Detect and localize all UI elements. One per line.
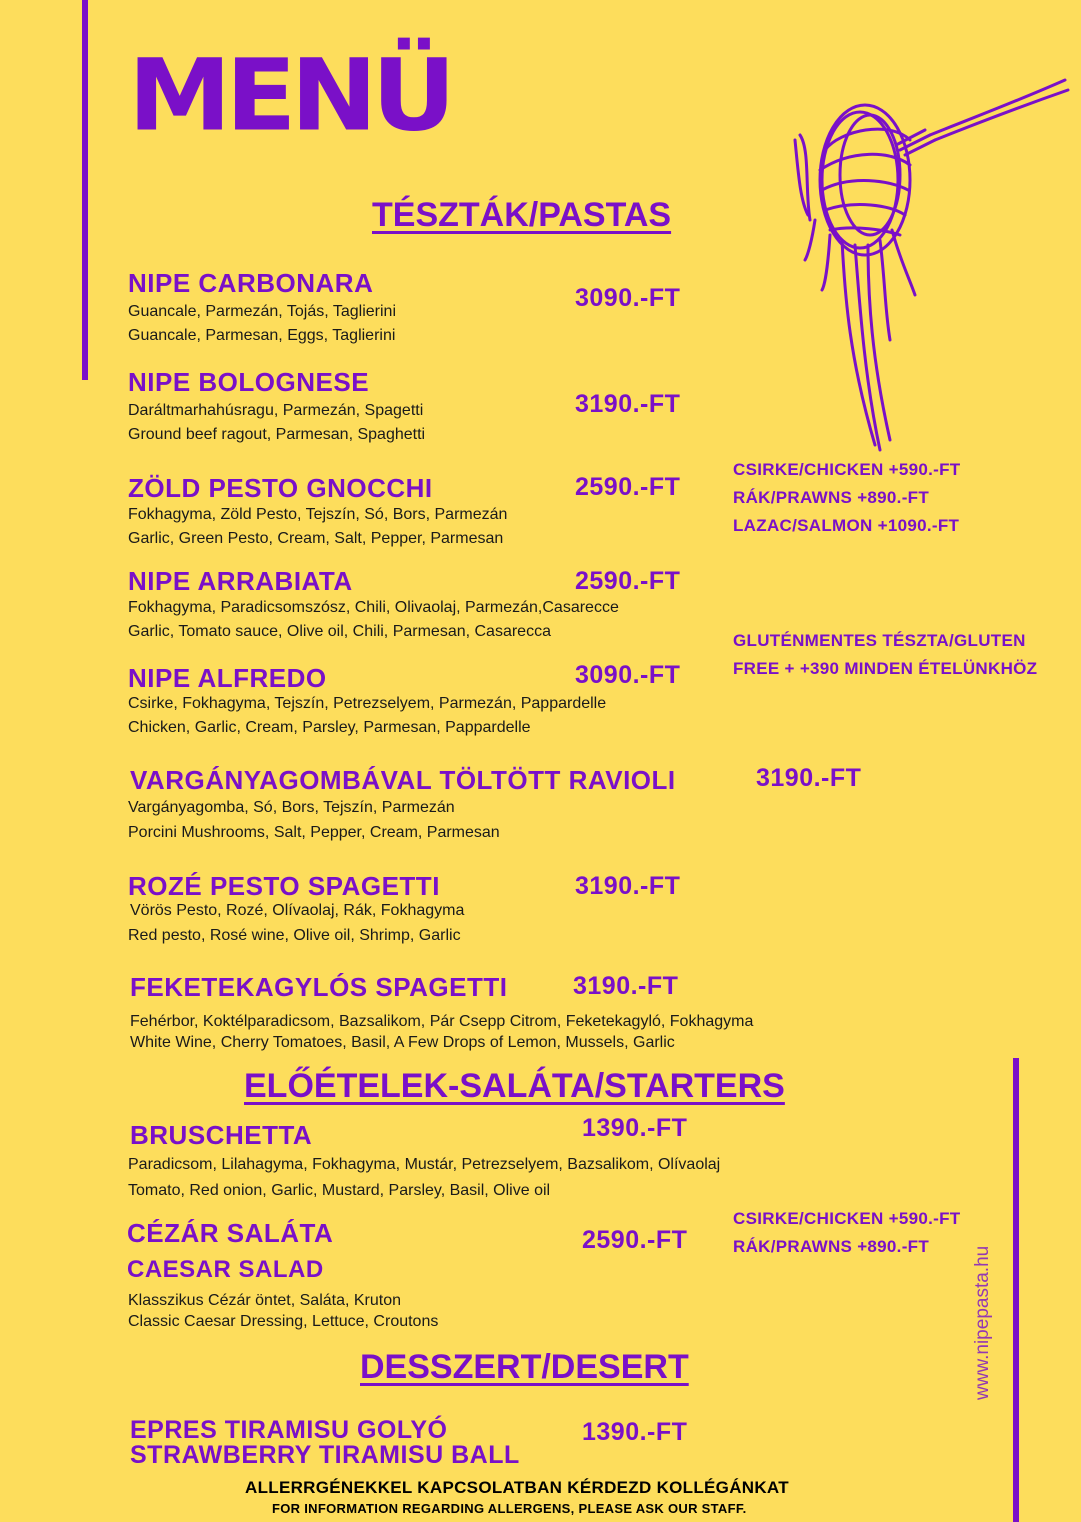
section-title-pastas: TÉSZTÁK/PASTAS	[372, 196, 672, 234]
extra-item: CSIRKE/CHICKEN +590.-FT	[733, 1209, 961, 1228]
dish-desc-hu: Csirke, Fokhagyma, Tejszín, Petrezselyem, Parmezán, Pappardelle	[128, 695, 607, 712]
dish-desc-en: Red pesto, Rosé wine, Olive oil, Shrimp, Garlic	[128, 927, 461, 944]
dish-name: NIPE ARRABIATA	[128, 566, 353, 596]
dish-desc-en: Ground beef ragout, Parmesan, Spaghetti	[128, 426, 426, 443]
dish-desc-en: Garlic, Green Pesto, Cream, Salt, Pepper, Parmesan	[128, 530, 504, 547]
dish-desc-en: Chicken, Garlic, Cream, Parsley, Parmesan, Pappardelle	[128, 719, 531, 736]
dish-price: 3090.-FT	[575, 661, 681, 689]
left-accent-bar	[82, 0, 88, 380]
section-title-starters: ELŐÉTELEK-SALÁTA/STARTERS	[244, 1067, 785, 1105]
fork-spaghetti-icon	[780, 40, 1070, 460]
dish-desc-en: Garlic, Tomato sauce, Olive oil, Chili, Parmesan, Casarecca	[128, 623, 551, 640]
dish-price: 3190.-FT	[575, 390, 681, 418]
dish-desc-en: White Wine, Cherry Tomatoes, Basil, A Few Drops of Lemon, Mussels, Garlic	[130, 1034, 675, 1051]
allergen-note-en: FOR INFORMATION REGARDING ALLERGENS, PLEASE ASK OUR STAFF.	[272, 1501, 747, 1516]
dish-name: FEKETEKAGYLÓS SPAGETTI	[130, 972, 508, 1002]
dish-name: VARGÁNYAGOMBÁVAL TÖLTÖTT RAVIOLI	[130, 765, 676, 795]
dish-price: 3090.-FT	[575, 284, 681, 312]
extra-item: RÁK/PRAWNS +890.-FT	[733, 488, 930, 507]
dish-name: BRUSCHETTA	[130, 1120, 313, 1150]
dish-desc-hu: Vargányagomba, Só, Bors, Tejszín, Parmezán	[128, 799, 455, 816]
dish-desc-hu: Klasszikus Cézár öntet, Saláta, Kruton	[128, 1292, 402, 1309]
dish-name: ZÖLD PESTO GNOCCHI	[128, 473, 433, 503]
allergen-note-hu: ALLERRGÉNEKKEL KAPCSOLATBAN KÉRDEZD KOLLÉGÁNKAT	[245, 1478, 789, 1497]
dish-desc-hu: Fehérbor, Koktélparadicsom, Bazsalikom, Pár Csepp Citrom, Feketekagyló, Fokhagyma	[130, 1013, 754, 1030]
starter-extras	[733, 1205, 960, 1261]
dish-name: NIPE BOLOGNESE	[128, 367, 370, 397]
dish-price: 1390.-FT	[582, 1114, 688, 1142]
extra-item: LAZAC/SALMON +1090.-FT	[733, 516, 960, 535]
section-title-dessert: DESSZERT/DESERT	[360, 1348, 689, 1386]
dish-price: 3190.-FT	[756, 764, 862, 792]
extra-item: CSIRKE/CHICKEN +590.-FT	[733, 460, 961, 479]
dish-desc-en: Guancale, Parmesan, Eggs, Taglierini	[128, 327, 396, 344]
dish-desc-hu: Fokhagyma, Paradicsomszósz, Chili, Olivaolaj, Parmezán,Casarecce	[128, 599, 619, 616]
extra-item: RÁK/PRAWNS +890.-FT	[733, 1237, 930, 1256]
dish-price: 3190.-FT	[575, 872, 681, 900]
website-url: www.nipepasta.hu	[972, 1245, 993, 1400]
right-accent-bar	[1013, 1058, 1019, 1522]
dish-desc-en: Classic Caesar Dressing, Lettuce, Croutons	[128, 1313, 439, 1330]
dish-price: 2590.-FT	[575, 567, 681, 595]
pasta-extras	[733, 456, 960, 540]
gluten-free-line: GLUTÉNMENTES TÉSZTA/GLUTEN	[733, 631, 1026, 650]
gluten-free-note	[733, 627, 1037, 683]
dish-desc-hu: Vörös Pesto, Rozé, Olívaolaj, Rák, Fokhagyma	[130, 902, 465, 919]
dish-desc-hu: Paradicsom, Lilahagyma, Fokhagyma, Mustár, Petrezselyem, Bazsalikom, Olívaolaj	[128, 1156, 721, 1173]
dish-desc-hu: Fokhagyma, Zöld Pesto, Tejszín, Só, Bors, Parmezán	[128, 506, 508, 523]
gluten-free-line: FREE + +390 MINDEN ÉTELÜNKHÖZ	[733, 659, 1038, 678]
dish-name: EPRES TIRAMISU GOLYÓ	[130, 1416, 448, 1444]
dish-name: NIPE ALFREDO	[128, 663, 327, 693]
dish-name: ROZÉ PESTO SPAGETTI	[128, 871, 440, 901]
dish-name: NIPE CARBONARA	[128, 268, 374, 298]
dish-price: 1390.-FT	[582, 1418, 688, 1446]
dish-price: 2590.-FT	[575, 473, 681, 501]
dish-price: 2590.-FT	[582, 1226, 688, 1254]
menu-title: MENÜ	[128, 37, 451, 154]
dish-name: CÉZÁR SALÁTA	[127, 1218, 334, 1248]
dish-name-en: CAESAR SALAD	[127, 1256, 324, 1283]
dish-desc-en: Porcini Mushrooms, Salt, Pepper, Cream, Parmesan	[128, 824, 500, 841]
dish-desc-hu: Daráltmarhahúsragu, Parmezán, Spagetti	[128, 402, 424, 419]
dish-desc-hu: Guancale, Parmezán, Tojás, Taglierini	[128, 303, 396, 320]
dish-desc-en: Tomato, Red onion, Garlic, Mustard, Parsley, Basil, Olive oil	[128, 1182, 551, 1199]
dish-name-en: STRAWBERRY TIRAMISU BALL	[130, 1441, 520, 1469]
dish-price: 3190.-FT	[573, 972, 679, 1000]
